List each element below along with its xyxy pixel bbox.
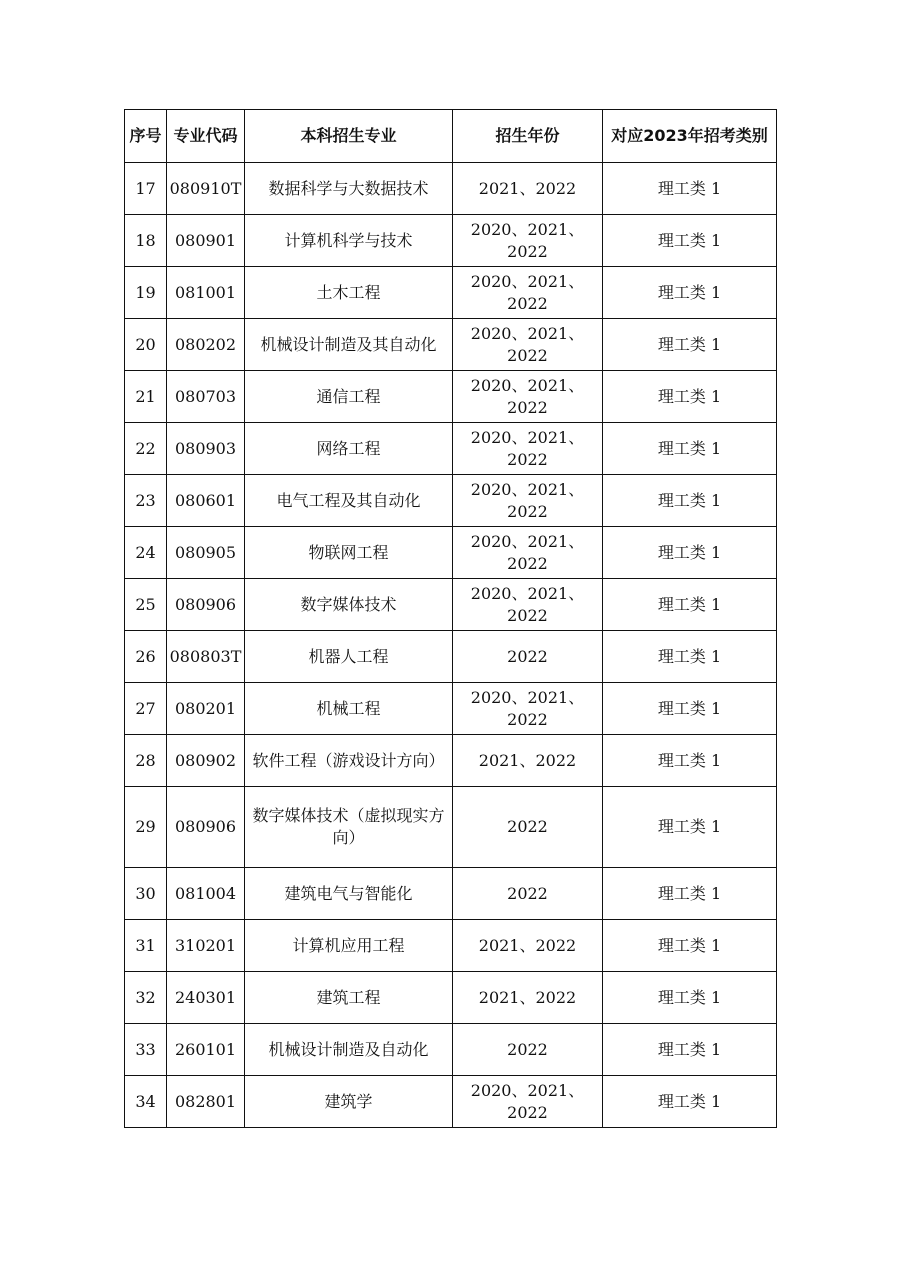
majors-table — [124, 109, 777, 1128]
major-name-cell: 网络工程 — [245, 423, 453, 475]
enrollment-years-cell: 2022 — [453, 787, 603, 868]
major-name-cell: 数字媒体技术（虚拟现实方向） — [245, 787, 453, 868]
major-code-cell: 081004 — [167, 868, 245, 920]
table-row — [125, 579, 777, 631]
serial-number-cell: 29 — [125, 787, 167, 868]
exam-category-cell: 理工类 1 — [603, 972, 777, 1024]
exam-category-cell: 理工类 1 — [603, 163, 777, 215]
exam-category-cell: 理工类 1 — [603, 787, 777, 868]
enrollment-years-cell: 2021、2022 — [453, 972, 603, 1024]
major-name-cell: 土木工程 — [245, 267, 453, 319]
exam-category-cell: 理工类 1 — [603, 215, 777, 267]
exam-category-cell: 理工类 1 — [603, 683, 777, 735]
major-name-cell: 数字媒体技术 — [245, 579, 453, 631]
serial-number-cell: 18 — [125, 215, 167, 267]
table-header-row — [125, 110, 777, 163]
serial-number-cell: 19 — [125, 267, 167, 319]
exam-category-cell: 理工类 1 — [603, 920, 777, 972]
exam-category-cell: 理工类 1 — [603, 1024, 777, 1076]
table-row — [125, 683, 777, 735]
major-name-cell: 数据科学与大数据技术 — [245, 163, 453, 215]
major-code-cell: 080905 — [167, 527, 245, 579]
serial-number-cell: 20 — [125, 319, 167, 371]
exam-category-cell: 理工类 1 — [603, 1076, 777, 1128]
major-name-cell: 机器人工程 — [245, 631, 453, 683]
major-code-cell: 080906 — [167, 787, 245, 868]
header-enrollment-years: 招生年份 — [453, 110, 603, 163]
major-code-cell: 080902 — [167, 735, 245, 787]
table-row — [125, 631, 777, 683]
enrollment-years-cell: 2021、2022 — [453, 163, 603, 215]
header-undergraduate-major: 本科招生专业 — [245, 110, 453, 163]
table-row — [125, 423, 777, 475]
enrollment-years-cell: 2020、2021、2022 — [453, 683, 603, 735]
serial-number-cell: 32 — [125, 972, 167, 1024]
exam-category-cell: 理工类 1 — [603, 267, 777, 319]
table-row — [125, 1024, 777, 1076]
enrollment-years-cell: 2020、2021、2022 — [453, 423, 603, 475]
serial-number-cell: 25 — [125, 579, 167, 631]
header-exam-category: 对应2023年招考类别 — [603, 110, 777, 163]
major-code-cell: 080903 — [167, 423, 245, 475]
major-name-cell: 计算机科学与技术 — [245, 215, 453, 267]
major-code-cell: 081001 — [167, 267, 245, 319]
major-name-cell: 物联网工程 — [245, 527, 453, 579]
exam-category-cell: 理工类 1 — [603, 423, 777, 475]
major-name-cell: 软件工程（游戏设计方向） — [245, 735, 453, 787]
serial-number-cell: 24 — [125, 527, 167, 579]
major-code-cell: 080202 — [167, 319, 245, 371]
major-code-cell: 080803T — [167, 631, 245, 683]
enrollment-years-cell: 2022 — [453, 868, 603, 920]
exam-category-cell: 理工类 1 — [603, 371, 777, 423]
table-row — [125, 371, 777, 423]
exam-category-cell: 理工类 1 — [603, 527, 777, 579]
enrollment-years-cell: 2021、2022 — [453, 735, 603, 787]
exam-category-cell: 理工类 1 — [603, 631, 777, 683]
enrollment-years-cell: 2020、2021、2022 — [453, 579, 603, 631]
major-code-cell: 082801 — [167, 1076, 245, 1128]
header-major-code: 专业代码 — [167, 110, 245, 163]
major-code-cell: 080601 — [167, 475, 245, 527]
serial-number-cell: 27 — [125, 683, 167, 735]
serial-number-cell: 21 — [125, 371, 167, 423]
exam-category-cell: 理工类 1 — [603, 475, 777, 527]
table-row — [125, 267, 777, 319]
enrollment-years-cell: 2020、2021、2022 — [453, 267, 603, 319]
major-code-cell: 310201 — [167, 920, 245, 972]
major-code-cell: 080201 — [167, 683, 245, 735]
enrollment-years-cell: 2020、2021、2022 — [453, 371, 603, 423]
enrollment-years-cell: 2020、2021、2022 — [453, 527, 603, 579]
major-name-cell: 机械设计制造及自动化 — [245, 1024, 453, 1076]
serial-number-cell: 23 — [125, 475, 167, 527]
table-row — [125, 215, 777, 267]
serial-number-cell: 26 — [125, 631, 167, 683]
serial-number-cell: 30 — [125, 868, 167, 920]
table-row — [125, 787, 777, 868]
serial-number-cell: 33 — [125, 1024, 167, 1076]
major-name-cell: 建筑学 — [245, 1076, 453, 1128]
enrollment-years-cell: 2020、2021、2022 — [453, 319, 603, 371]
exam-category-cell: 理工类 1 — [603, 868, 777, 920]
table-row — [125, 163, 777, 215]
major-name-cell: 建筑工程 — [245, 972, 453, 1024]
serial-number-cell: 22 — [125, 423, 167, 475]
major-code-cell: 080703 — [167, 371, 245, 423]
table-row — [125, 735, 777, 787]
table-row — [125, 972, 777, 1024]
header-serial-number: 序号 — [125, 110, 167, 163]
major-name-cell: 通信工程 — [245, 371, 453, 423]
exam-category-cell: 理工类 1 — [603, 579, 777, 631]
table-row — [125, 527, 777, 579]
serial-number-cell: 28 — [125, 735, 167, 787]
major-code-cell: 260101 — [167, 1024, 245, 1076]
major-code-cell: 080910T — [167, 163, 245, 215]
enrollment-years-cell: 2020、2021、2022 — [453, 475, 603, 527]
major-name-cell: 计算机应用工程 — [245, 920, 453, 972]
serial-number-cell: 31 — [125, 920, 167, 972]
table-row — [125, 475, 777, 527]
enrollment-years-cell: 2022 — [453, 1024, 603, 1076]
major-name-cell: 电气工程及其自动化 — [245, 475, 453, 527]
serial-number-cell: 34 — [125, 1076, 167, 1128]
enrollment-years-cell: 2020、2021、2022 — [453, 215, 603, 267]
enrollment-years-cell: 2021、2022 — [453, 920, 603, 972]
table-row — [125, 319, 777, 371]
enrollment-years-cell: 2020、2021、2022 — [453, 1076, 603, 1128]
exam-category-cell: 理工类 1 — [603, 735, 777, 787]
exam-category-cell: 理工类 1 — [603, 319, 777, 371]
major-name-cell: 机械设计制造及其自动化 — [245, 319, 453, 371]
major-name-cell: 建筑电气与智能化 — [245, 868, 453, 920]
major-code-cell: 080906 — [167, 579, 245, 631]
table-row — [125, 868, 777, 920]
table-row — [125, 1076, 777, 1128]
major-code-cell: 240301 — [167, 972, 245, 1024]
major-code-cell: 080901 — [167, 215, 245, 267]
major-name-cell: 机械工程 — [245, 683, 453, 735]
enrollment-years-cell: 2022 — [453, 631, 603, 683]
table-row — [125, 920, 777, 972]
serial-number-cell: 17 — [125, 163, 167, 215]
